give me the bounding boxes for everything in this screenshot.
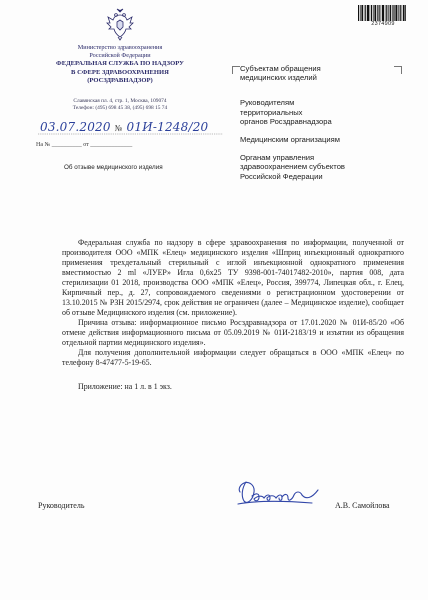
addressee-line: Руководителям <box>240 98 295 108</box>
agency-line: ФЕДЕРАЛЬНАЯ СЛУЖБА ПО НАДЗОРУ <box>56 60 184 67</box>
ministry-name <box>40 44 200 59</box>
barcode-number: 2374909 <box>371 21 395 27</box>
body-paragraph: Причина отзыва: информационное письмо Росздравнадзора от 17.01.2020 № 01И-85/20 «Об отмене действия информационного письма от 05.09.2019 № 01И-2183/19 и изъятии из обращения отдельной партии медицинского изделия». <box>62 318 404 347</box>
ministry-line: Министерство здравоохранения <box>77 44 163 51</box>
addressee-line: Органам управления <box>240 153 315 163</box>
addressee-block <box>240 64 400 190</box>
addressee-group <box>240 64 400 82</box>
handwritten-signature <box>232 474 324 510</box>
agency-line: (РОСЗДРАВНАДЗОР) <box>87 77 153 84</box>
addressee-corner-left <box>232 66 240 74</box>
attachment-note: Приложение: на 1 л. в 1 экз. <box>78 382 172 391</box>
addressee-line: здравоохранением субъектов <box>240 162 345 172</box>
registration-handwritten <box>40 120 208 134</box>
coat-of-arms-icon <box>105 8 135 41</box>
agency-line: В СФЕРЕ ЗДРАВООХРАНЕНИЯ <box>71 68 169 76</box>
addressee-line: Субъектам обращения <box>240 64 321 73</box>
addressee-line: медицинских изделий <box>240 73 317 83</box>
address-line: Славянская пл. 4, стр. 1, Москва, 109074 <box>73 98 167 104</box>
body-paragraph: Федеральная служба по надзору в сфере здравоохранения по информации, полученной от производителя ООО «МПК «Елец» медицинского изделия «Шприц инъекционный однократного применения трехдетальный стерильный с иглой инъекционной однократного применения вместимостью 2 ml «ЛУЕР» Игла 0,6х25 ТУ 9398-001-74017482-2010», партия 008, дата стерилизации 01 2018, производства ООО «МПК «Елец», Россия, 399774, Липецкая обл., г. Елец, Кирпичный пер., д. 27, сопровождаемого сведениями о регистрационном удостоверении от 13.10.2015 № РЗН 2015/2974, срок действия не ограничен (далее – Медицинское изделие), сообщает об отзыве Медицинского изделия (см. приложение). <box>62 238 404 317</box>
registration-number: 01И-1248/20 <box>126 120 209 134</box>
agency-address <box>40 98 200 112</box>
body-paragraph: Для получения дополнительной информации следует обращаться в ООО «МПК «Елец» по телефону 8-47477-5-19-65. <box>62 348 404 367</box>
address-line: Телефон: (495) 698 45 38, (495) 698 15 74 <box>72 105 168 111</box>
reference-line: На № __________ от ______________ <box>36 142 133 148</box>
letter-body <box>62 238 404 392</box>
ministry-line: Российской Федерации <box>89 51 151 59</box>
addressee-line: территориальных <box>240 107 303 117</box>
letter-subject: Об отзыве медицинского изделия <box>64 164 163 171</box>
signatory-role: Руководитель <box>38 501 85 510</box>
signatory-name: А.В. Самойлова <box>335 501 390 510</box>
barcode-icon <box>358 5 406 21</box>
addressee-line: органов Росздравнадзора <box>240 116 332 126</box>
addressee-group <box>240 153 400 181</box>
addressee-group <box>240 98 400 126</box>
registration-date: 03.07.2020 <box>40 120 111 134</box>
addressee-group <box>240 135 400 144</box>
agency-name <box>40 60 200 86</box>
addressee-line: Медицинским организациям <box>240 135 340 145</box>
registration-number-sign: № <box>114 124 123 133</box>
addressee-line: Российской Федерации <box>240 171 323 181</box>
